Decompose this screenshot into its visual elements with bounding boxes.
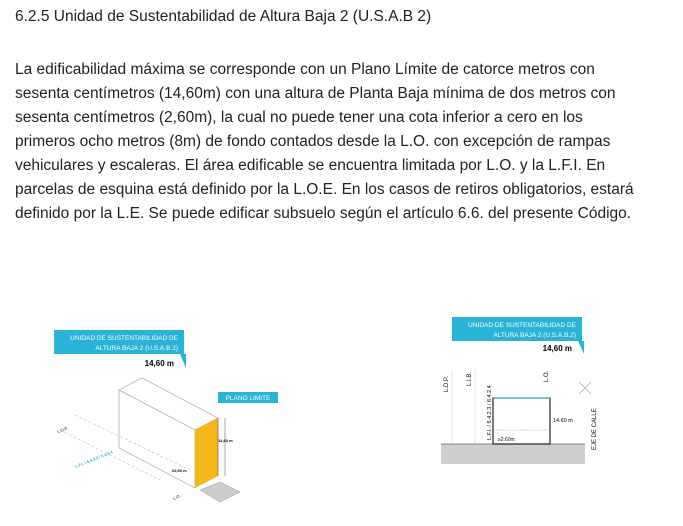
isometric-diagram bbox=[40, 320, 290, 515]
height-label: 14,60 m bbox=[144, 359, 174, 368]
lop-label: L.O.P. bbox=[56, 425, 69, 434]
lo-label: L.O. bbox=[172, 493, 182, 501]
height-label: 14,60 m bbox=[542, 344, 572, 353]
axis-cross-icon bbox=[579, 382, 591, 394]
plano-limite-label: PLANO LIMITE bbox=[225, 395, 271, 402]
banner-pointer bbox=[180, 354, 186, 368]
paragraph-line: La edificabilidad máxima se corresponde con un Plano Límite de catorce metros con bbox=[15, 61, 595, 78]
banner-line1: UNIDAD DE SUSTENTABILIDAD DE bbox=[70, 335, 178, 342]
section-title: 6.2.5 Unidad de Sustentabilidad de Altura Baja 2 (U.S.A.B 2) bbox=[15, 8, 432, 25]
paragraph-line: sesenta centímetros (2,60m), la cual no puede tener una cota inferior a cero en los bbox=[15, 109, 583, 126]
pb-height-label: ≥2,60 m bbox=[172, 468, 187, 473]
banner-line2: ALTURA BAJA 2 (U.S.A.B.2) bbox=[95, 345, 178, 352]
ldp-label: L.D.P. bbox=[444, 376, 450, 392]
pb-height-label: ≥2.60m bbox=[498, 437, 515, 443]
paragraph-line: primeros ocho metros (8m) de fondo contados desde la L.O. con excepción de rampas bbox=[15, 133, 611, 150]
section-diagram bbox=[430, 310, 650, 470]
plano-limite-face bbox=[195, 418, 218, 488]
eje-calle-label: EJE DE CALLE bbox=[592, 408, 598, 450]
lfi-label: L.F.I. / 6.4.2.3 / 6.4.2.4 bbox=[74, 449, 114, 469]
paragraph-line: vehiculares y escaleras. El área edificable se encuentra limitada por L.O. y la L.F.I. En bbox=[15, 157, 606, 174]
ground bbox=[441, 444, 585, 464]
paragraph-line: sesenta centímetros (14,60m) con una altura de Planta Baja mínima de dos metros con bbox=[15, 85, 616, 102]
lo-label: L.O. bbox=[544, 370, 550, 382]
paragraph-line: parcelas de esquina está definido por la L.O.E. En los casos de retiros obligatorios, estará bbox=[15, 181, 634, 198]
height-side-label: 14,60 m bbox=[218, 438, 233, 443]
banner-line1: UNIDAD DE SUSTENTABILIDAD DE bbox=[468, 322, 576, 329]
lfi-label: L.F.I. / 6.4.2.3 / 6.4.2.4 bbox=[487, 385, 493, 440]
paragraph-line: definido por la L.E. Se puede edificar subsuelo según el artículo 6.6. del presente Código. bbox=[15, 205, 632, 222]
body-paragraph bbox=[15, 58, 634, 226]
banner-line2: ALTURA BAJA 2 (U.S.A.B.2) bbox=[493, 332, 576, 339]
height-side-label: 14.60 m bbox=[553, 418, 573, 424]
lib-label: L.I.B. bbox=[467, 371, 473, 386]
